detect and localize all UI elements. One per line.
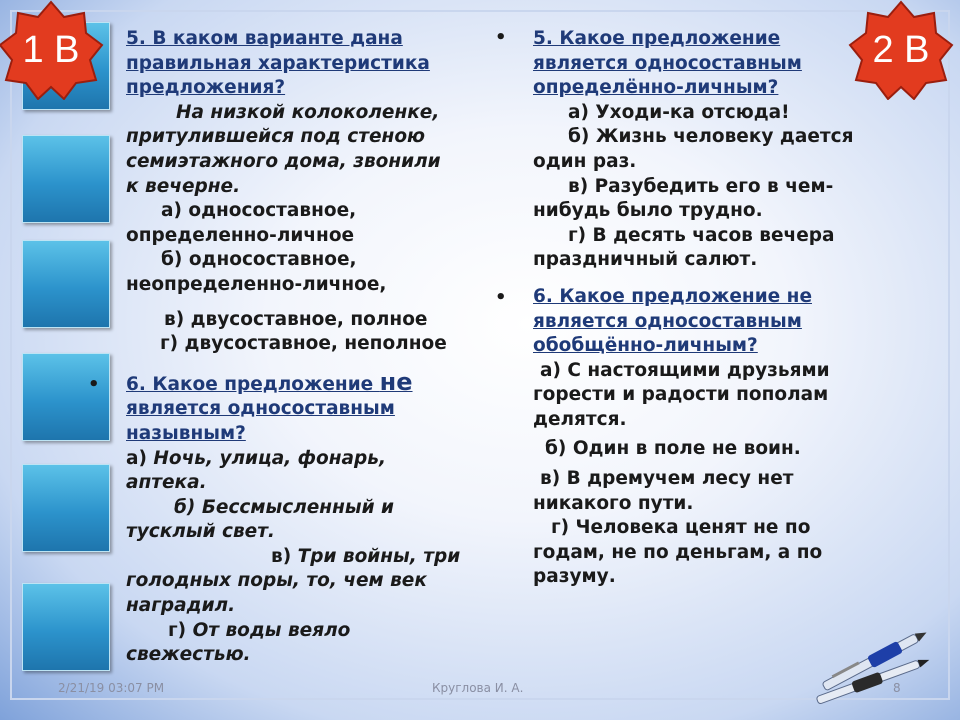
example-sentence-line: притулившейся под стеною bbox=[126, 126, 426, 148]
square-3 bbox=[22, 240, 110, 328]
square-2 bbox=[22, 135, 110, 223]
footer-date: 2/21/19 03:07 PM bbox=[58, 681, 165, 695]
square-4 bbox=[22, 353, 110, 441]
question-5-title-line: предложения? bbox=[126, 77, 286, 99]
question-6-title-ne: не bbox=[379, 367, 413, 396]
question-6-title-line bbox=[126, 367, 496, 398]
option-a-cont: делятся. bbox=[533, 408, 627, 430]
square-6 bbox=[22, 583, 110, 671]
option-a-cont: горести и радости пополам bbox=[533, 384, 829, 406]
option-a-text: Ночь, улица, фонарь, bbox=[153, 447, 386, 469]
option-c: в) В дремучем лесу нет bbox=[540, 468, 794, 490]
option-c-text: Три войны, три bbox=[297, 545, 461, 567]
option-c-cont: наградил. bbox=[126, 595, 236, 617]
example-sentence-line: к вечерне. bbox=[126, 175, 241, 197]
variant-1-badge bbox=[0, 0, 104, 100]
option-c-cont: нибудь было трудно. bbox=[533, 200, 763, 222]
bullet-point: • bbox=[495, 287, 507, 308]
option-a bbox=[126, 447, 496, 472]
option-b: б) Один в поле не воин. bbox=[545, 437, 801, 459]
footer-page-number: 8 bbox=[893, 681, 901, 695]
example-sentence-line: На низкой колоколенке, bbox=[176, 101, 440, 123]
option-d-cont: праздничный салют. bbox=[533, 249, 758, 271]
example-sentence-line: семиэтажного дома, звонили bbox=[126, 150, 441, 172]
question-6-title-line: 6. Какое предложение не bbox=[533, 285, 812, 307]
option-c-cont: голодных поры, то, чем век bbox=[126, 570, 427, 592]
option-d-text: От воды веяло bbox=[192, 619, 351, 641]
decorative-squares bbox=[22, 20, 112, 680]
option-b: б) Бессмысленный и bbox=[174, 496, 394, 518]
question-5-title-line: правильная характеристика bbox=[126, 52, 430, 74]
variant-1-column bbox=[126, 27, 496, 668]
option-a-prefix: а) bbox=[126, 447, 154, 469]
question-6-title-line: является односоставным bbox=[126, 398, 395, 420]
square-5 bbox=[22, 464, 110, 552]
option-d bbox=[126, 619, 496, 644]
option-b-cont: неопределенно-личное, bbox=[126, 273, 387, 295]
question-5-title-line: 5. Какое предложение bbox=[533, 28, 781, 49]
option-d-cont: годам, не по деньгам, а по bbox=[533, 541, 823, 563]
option-a: а) односоставное, bbox=[161, 200, 357, 222]
option-b: б) односоставное, bbox=[161, 249, 357, 271]
option-c-cont: никакого пути. bbox=[533, 492, 694, 514]
option-a: а) С настоящими друзьями bbox=[540, 359, 830, 381]
bullet-point: • bbox=[88, 374, 100, 395]
variant-1-label: 1 B bbox=[22, 28, 80, 71]
option-c bbox=[126, 545, 496, 570]
variant-2-column bbox=[533, 27, 873, 590]
option-c: в) двусоставное, полное bbox=[164, 308, 428, 330]
option-d: г) Человека ценят не по bbox=[551, 517, 811, 539]
question-6 bbox=[126, 367, 496, 668]
bullet-point: • bbox=[495, 27, 507, 48]
question-6-title-line: обобщённо-личным? bbox=[533, 335, 758, 357]
question-6 bbox=[533, 285, 873, 590]
option-b: б) Жизнь человеку дается bbox=[568, 126, 854, 148]
option-b-cont: один раз. bbox=[533, 150, 637, 172]
option-d: г) В десять часов вечера bbox=[568, 224, 835, 246]
variant-2-label: 2 B bbox=[872, 28, 930, 71]
option-a: а) Уходи-ка отсюда! bbox=[568, 101, 790, 123]
question-5 bbox=[533, 27, 873, 273]
option-d: г) двусоставное, неполное bbox=[160, 333, 447, 355]
question-6-title-pre: 6. Какое предложение bbox=[126, 373, 380, 395]
footer-author: Круглова И. А. bbox=[432, 681, 524, 695]
option-b-cont: тусклый свет. bbox=[126, 521, 275, 543]
question-5 bbox=[126, 27, 496, 357]
option-d-cont: разуму. bbox=[533, 566, 616, 588]
question-6-title-line: назывным? bbox=[126, 422, 246, 444]
pens-icon bbox=[812, 625, 942, 705]
option-d-cont: свежестью. bbox=[126, 644, 251, 666]
question-5-title-line: определённо-личным? bbox=[533, 77, 779, 99]
option-a-cont: определенно-личное bbox=[126, 224, 355, 246]
option-d-prefix: г) bbox=[168, 619, 193, 641]
option-a-cont: аптека. bbox=[126, 472, 207, 494]
question-5-title-line: является односоставным bbox=[533, 52, 802, 74]
option-c-prefix: в) bbox=[271, 545, 298, 567]
option-c: в) Разубедить его в чем- bbox=[568, 175, 834, 197]
question-6-title-line: является односоставным bbox=[533, 310, 802, 332]
question-5-title-line: 5. В каком варианте дана bbox=[126, 28, 403, 49]
